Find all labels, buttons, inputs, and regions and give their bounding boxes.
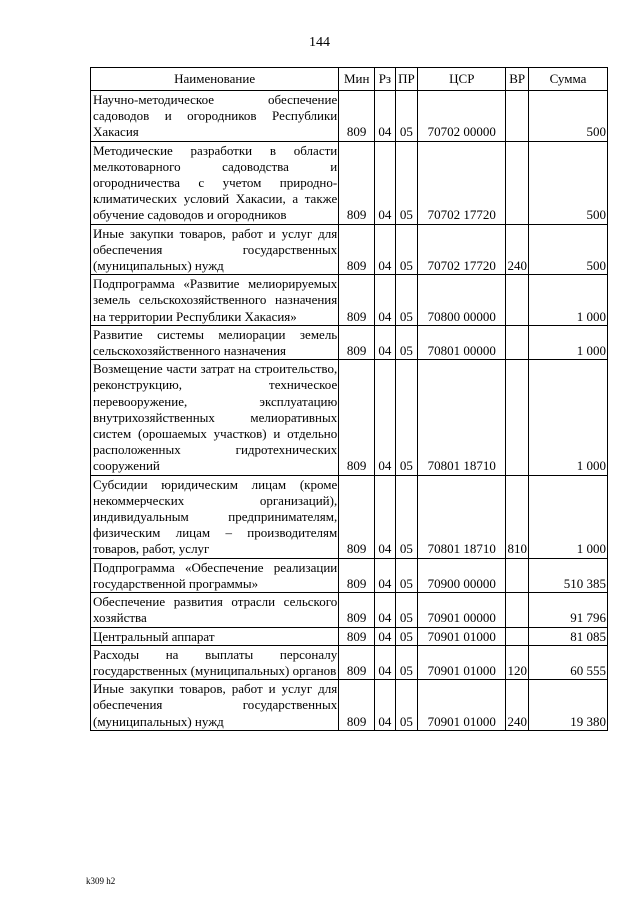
row-vr	[506, 627, 529, 645]
row-csr: 70702 17720	[418, 224, 506, 275]
row-rz: 04	[375, 627, 396, 645]
row-sum: 500	[528, 224, 607, 275]
row-rz: 04	[375, 558, 396, 592]
row-rz: 04	[375, 275, 396, 326]
row-csr: 70800 00000	[418, 275, 506, 326]
row-csr: 70702 00000	[418, 91, 506, 142]
row-name: Иные закупки товаров, работ и услуг для обеспечения государственных (муниципальных) нужд	[91, 680, 339, 731]
row-pr: 05	[395, 558, 418, 592]
row-csr: 70901 00000	[418, 593, 506, 627]
row-name: Развитие системы мелиорации земель сельскохозяйственного назначения	[91, 325, 339, 359]
row-csr: 70801 18710	[418, 360, 506, 475]
row-min: 809	[339, 627, 375, 645]
row-csr: 70901 01000	[418, 627, 506, 645]
header-rz: Рз	[375, 68, 396, 91]
header-name: Наименование	[91, 68, 339, 91]
table-row	[91, 360, 608, 475]
row-min: 809	[339, 224, 375, 275]
row-sum: 1 000	[528, 275, 607, 326]
row-min: 809	[339, 325, 375, 359]
row-sum: 81 085	[528, 627, 607, 645]
row-csr: 70901 01000	[418, 645, 506, 679]
row-vr: 810	[506, 475, 529, 558]
header-pr: ПР	[395, 68, 418, 91]
row-rz: 04	[375, 475, 396, 558]
row-name: Методические разработки в области мелкотоварного садоводства и огородничества с учетом природно-климатических условий Хакасии, а также обучение садоводов и огородников	[91, 141, 339, 224]
row-min: 809	[339, 275, 375, 326]
row-min: 809	[339, 91, 375, 142]
row-min: 809	[339, 558, 375, 592]
row-name: Иные закупки товаров, работ и услуг для обеспечения государственных (муниципальных) нужд	[91, 224, 339, 275]
row-rz: 04	[375, 360, 396, 475]
table-row	[91, 224, 608, 275]
row-rz: 04	[375, 593, 396, 627]
page-number: 144	[309, 35, 330, 50]
table-row	[91, 91, 608, 142]
table-row	[91, 275, 608, 326]
row-sum: 1 000	[528, 360, 607, 475]
row-min: 809	[339, 360, 375, 475]
table-row	[91, 325, 608, 359]
row-name: Субсидии юридическим лицам (кроме некоммерческих организаций), индивидуальным предпринимателям, физическим лицам – производителям товаров, работ, услуг	[91, 475, 339, 558]
row-csr: 70801 18710	[418, 475, 506, 558]
row-pr: 05	[395, 627, 418, 645]
row-vr	[506, 275, 529, 326]
row-rz: 04	[375, 680, 396, 731]
row-name: Подпрограмма «Обеспечение реализации государственной программы»	[91, 558, 339, 592]
row-name: Научно-методическое обеспечение садоводов и огородников Республики Хакасия	[91, 91, 339, 142]
row-csr: 70900 00000	[418, 558, 506, 592]
table-body	[91, 91, 608, 731]
row-min: 809	[339, 645, 375, 679]
header-min: Мин	[339, 68, 375, 91]
table-row	[91, 475, 608, 558]
row-pr: 05	[395, 91, 418, 142]
header-csr: ЦСР	[418, 68, 506, 91]
row-sum: 91 796	[528, 593, 607, 627]
row-rz: 04	[375, 645, 396, 679]
row-name: Центральный аппарат	[91, 627, 339, 645]
row-name: Подпрограмма «Развитие мелиорируемых земель сельскохозяйственного назначения на территории Республики Хакасия»	[91, 275, 339, 326]
budget-table	[90, 67, 608, 731]
row-vr	[506, 91, 529, 142]
row-csr: 70801 00000	[418, 325, 506, 359]
row-min: 809	[339, 680, 375, 731]
row-vr	[506, 325, 529, 359]
table-row	[91, 680, 608, 731]
row-vr	[506, 360, 529, 475]
row-vr: 120	[506, 645, 529, 679]
row-sum: 60 555	[528, 645, 607, 679]
table-row	[91, 645, 608, 679]
row-vr	[506, 593, 529, 627]
row-pr: 05	[395, 645, 418, 679]
table-row	[91, 558, 608, 592]
row-pr: 05	[395, 325, 418, 359]
row-vr	[506, 558, 529, 592]
row-rz: 04	[375, 141, 396, 224]
row-csr: 70702 17720	[418, 141, 506, 224]
row-sum: 510 385	[528, 558, 607, 592]
header-sum: Сумма	[528, 68, 607, 91]
row-pr: 05	[395, 275, 418, 326]
header-vr: ВР	[506, 68, 529, 91]
row-pr: 05	[395, 360, 418, 475]
row-name: Расходы на выплаты персоналу государственных (муниципальных) органов	[91, 645, 339, 679]
row-rz: 04	[375, 224, 396, 275]
table-row	[91, 593, 608, 627]
row-sum: 1 000	[528, 325, 607, 359]
row-sum: 500	[528, 141, 607, 224]
row-vr: 240	[506, 680, 529, 731]
row-sum: 500	[528, 91, 607, 142]
table-header-row	[91, 68, 608, 91]
row-min: 809	[339, 475, 375, 558]
row-vr: 240	[506, 224, 529, 275]
row-pr: 05	[395, 141, 418, 224]
row-name: Обеспечение развития отрасли сельского хозяйства	[91, 593, 339, 627]
row-pr: 05	[395, 224, 418, 275]
row-vr	[506, 141, 529, 224]
row-min: 809	[339, 141, 375, 224]
row-rz: 04	[375, 325, 396, 359]
row-pr: 05	[395, 593, 418, 627]
row-rz: 04	[375, 91, 396, 142]
table-row	[91, 141, 608, 224]
row-min: 809	[339, 593, 375, 627]
footer-code: k309 h2	[86, 876, 116, 886]
table-row	[91, 627, 608, 645]
row-pr: 05	[395, 680, 418, 731]
row-csr: 70901 01000	[418, 680, 506, 731]
row-sum: 19 380	[528, 680, 607, 731]
row-sum: 1 000	[528, 475, 607, 558]
row-pr: 05	[395, 475, 418, 558]
row-name: Возмещение части затрат на строительство, реконструкцию, техническое перевооружение, эксплуатацию внутрихозяйственных мелиоративных систем (орошаемых участков) и отдельно расположенных гидротехнических сооружений	[91, 360, 339, 475]
